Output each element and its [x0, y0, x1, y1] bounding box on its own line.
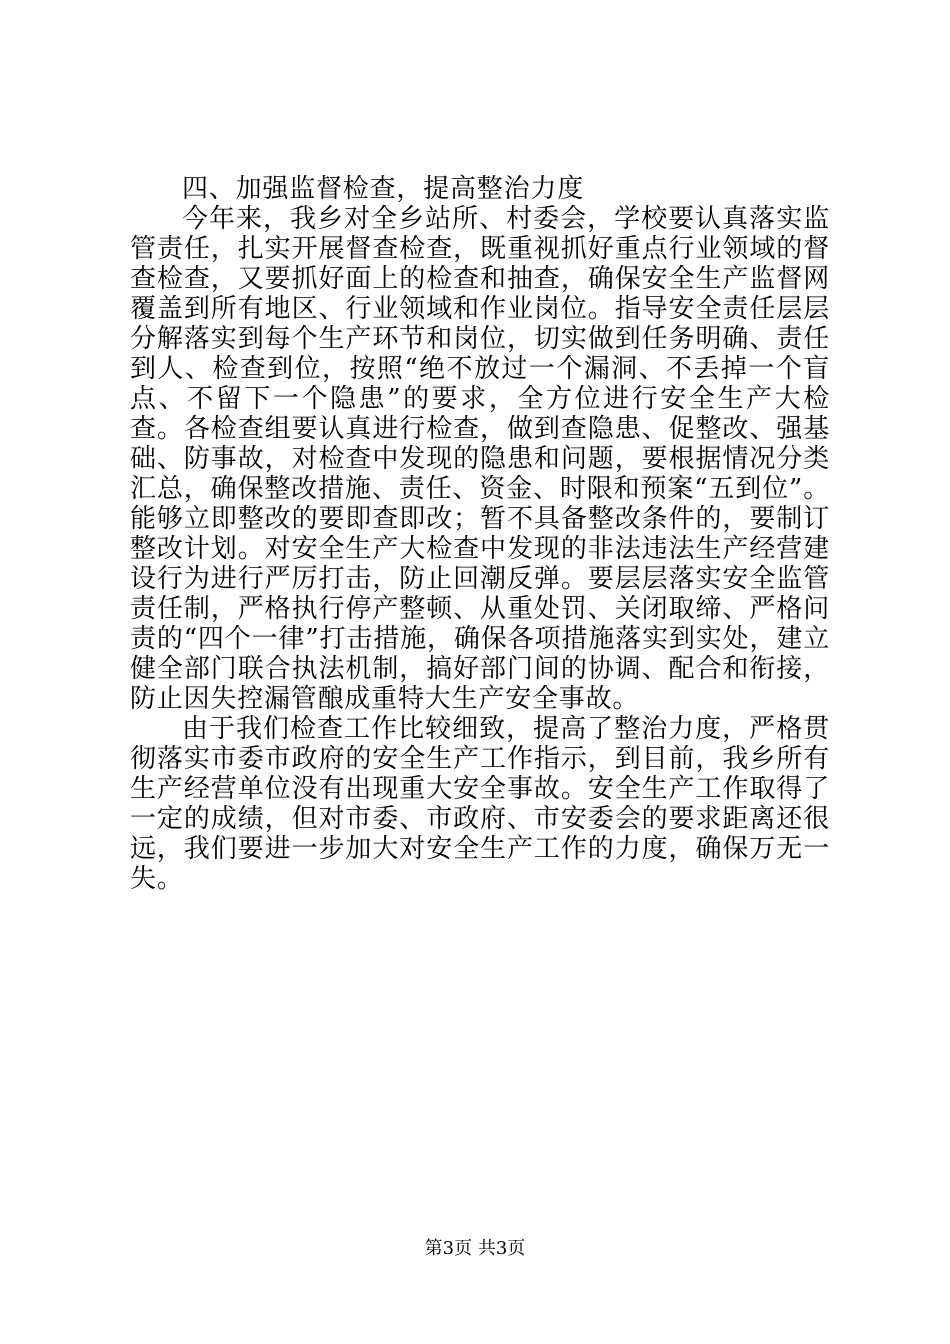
- section-heading: 四、加强监督检查，提高整治力度: [182, 174, 585, 204]
- page-number-footer: 第3页 共3页: [424, 1238, 526, 1259]
- document-body: [130, 174, 830, 894]
- paragraph-inspection: 今年来，我乡对全乡站所、村委会，学校要认真落实监管责任，扎实开展督查检查，既重视抓好重点行业领域的督查检查，又要抓好面上的检查和抽查，确保安全生产监督网覆盖到所有地区、行业领域和作业岗位。指导安全责任层层分解落实到每个生产环节和岗位，切实做到任务明确、责任到人、检查到位，按照“绝不放过一个漏洞、不丢掉一个盲点、不留下一个隐患”的要求，全方位进行安全生产大检查。各检查组要认真进行检查，做到查隐患、促整改、强基础、防事故，对检查中发现的隐患和问题，要根据情况分类汇总，确保整改措施、责任、资金、时限和预案“五到位”。能够立即整改的要即查即改；暂不具备整改条件的，要制订整改计划。对安全生产大检查中发现的非法违法生产经营建设行为进行严厉打击，防止回潮反弹。要层层落实安全监管责任制，严格执行停产整顿、从重处罚、关闭取缔、严格问责的“四个一律”打击措施，确保各项措施落实到实处，建立健全部门联合执法机制，搞好部门间的协调、配合和衔接，防止因失控漏管酿成重特大生产安全事故。: [130, 204, 830, 714]
- paragraph-results: 由于我们检查工作比较细致，提高了整治力度，严格贯彻落实市委市政府的安全生产工作指示，到目前，我乡所有生产经营单位没有出现重大安全事故。安全生产工作取得了一定的成绩，但对市委、市政府、市安委会的要求距离还很远，我们要进一步加大对安全生产工作的力度，确保万无一失。: [130, 714, 830, 894]
